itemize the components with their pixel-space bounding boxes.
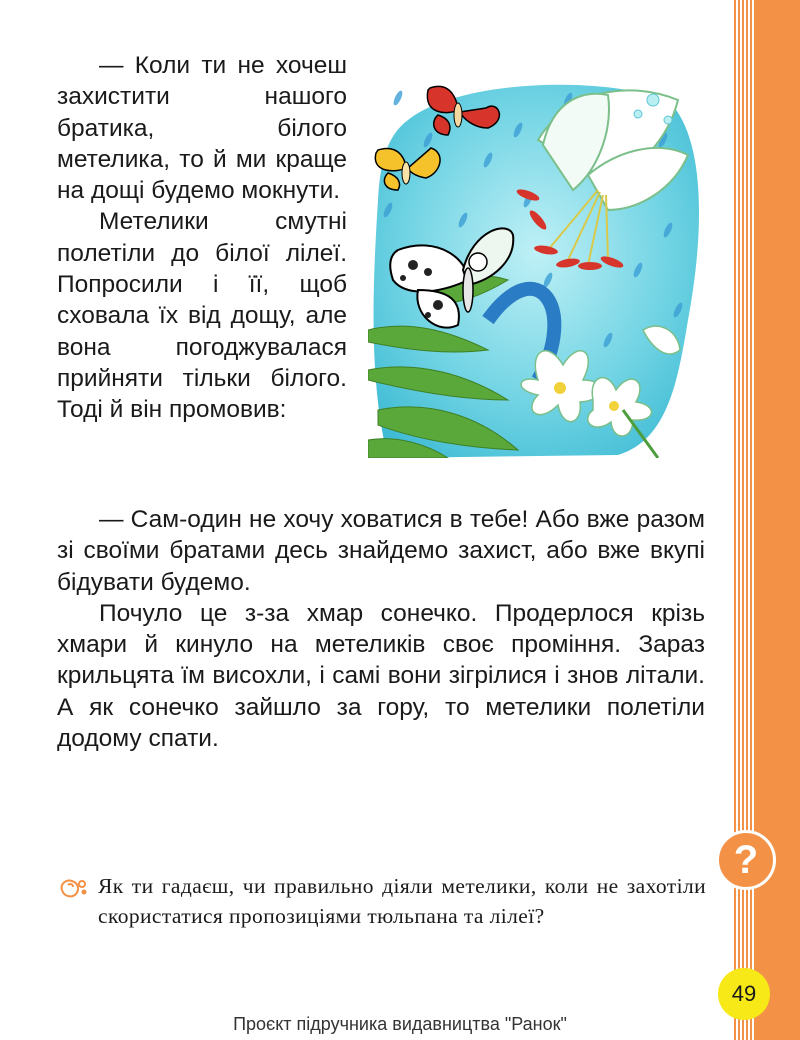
story-paragraph-1: — Коли ти не хочеш захистити нашого братика, білого метелика, то й ми краще на дощі будемо мокнути. — [57, 52, 347, 205]
page-number: 49 — [718, 968, 770, 1020]
footer-text: Проєкт підручника видавництва "Ранок" — [233, 1014, 567, 1034]
thinking-face-icon — [58, 876, 88, 900]
illustration-svg — [368, 80, 700, 458]
story-paragraph-2: Метелики смутні полетіли до білої лілеї. Попросили і її, щоб сховала їх від дощу, але вона погоджувалася прийняти тільки білого. Тоді й він промовив: — [57, 208, 347, 424]
story-paragraph-4: Почуло це з-за хмар сонечко. Продерлося крізь хмари й кинуло на метеликів своє проміння. Зараз крильцята їм висохли, і самі вони зігрілися і знов літали. А як сонечко зайшло за гору, то метелики полетіли додому спати. — [57, 599, 705, 753]
story-paragraph-3: — Сам-один не хочу ховатися в тебе! Або вже разом зі своїми братами десь знайдемо захист, або вже вкупі бідувати будемо. — [57, 506, 705, 596]
footer-credit — [0, 1014, 800, 1035]
butterflies-lily-illustration — [368, 80, 700, 458]
question-mark-badge: ? — [716, 830, 776, 890]
question-text: Як ти гадаєш, чи правильно діяли метелики, коли не захотіли скористатися пропозиціями тюльпана та лілеї? — [98, 874, 706, 928]
story-column-narrow — [57, 50, 347, 426]
story-column-wide — [57, 504, 705, 754]
